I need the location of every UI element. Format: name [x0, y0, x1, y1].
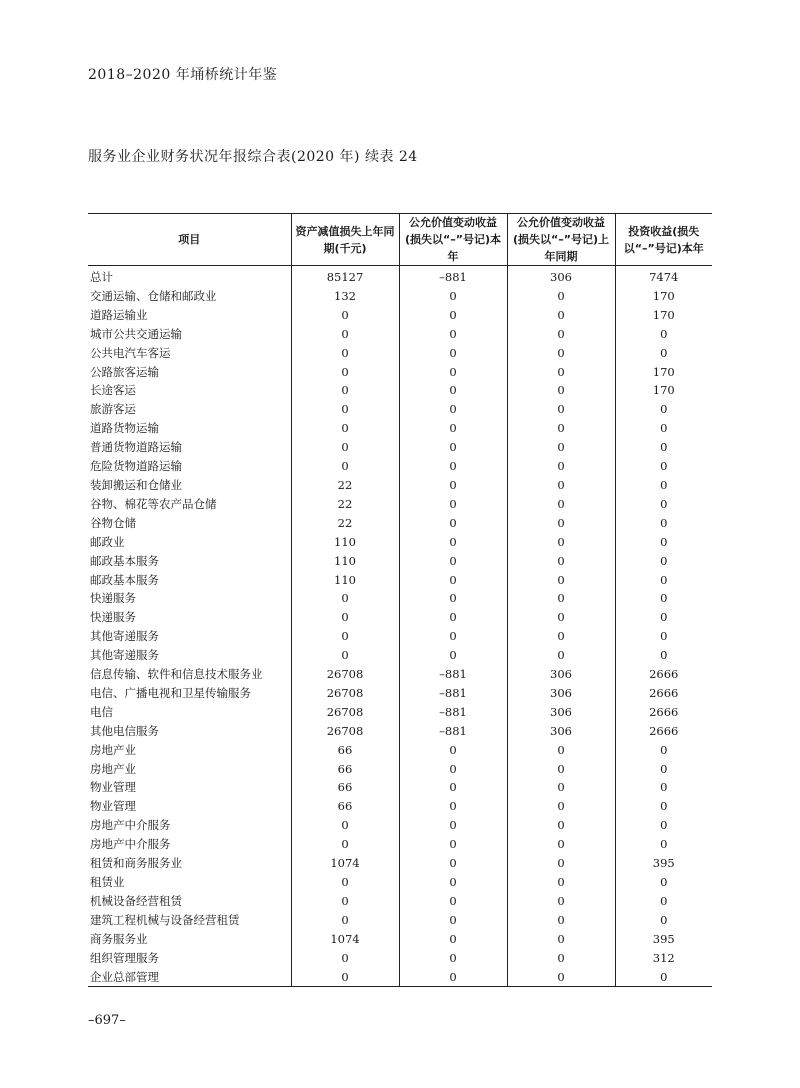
cell-fair-value-current: 0 [399, 778, 507, 797]
cell-investment-income: 0 [615, 438, 712, 457]
cell-investment-income: 0 [615, 646, 712, 665]
cell-fair-value-current: 0 [399, 892, 507, 911]
row-label: 机械设备经营租赁 [90, 893, 182, 908]
cell-investment-income: 170 [615, 287, 712, 306]
table-row [88, 835, 712, 854]
cell-fair-value-prev: 0 [507, 533, 615, 552]
table-row [88, 703, 712, 722]
cell-impairment-prev: 0 [291, 419, 399, 438]
cell-impairment-prev: 26708 [291, 703, 399, 722]
table-row [88, 854, 712, 873]
cell-fair-value-prev: 306 [507, 703, 615, 722]
row-label: 建筑工程机械与设备经营租赁 [90, 912, 240, 927]
cell-fair-value-current: –881 [399, 665, 507, 684]
row-label: 谷物、棉花等农产品仓储 [90, 496, 217, 511]
cell-investment-income: 0 [615, 589, 712, 608]
cell-investment-income: 0 [615, 495, 712, 514]
table-row [88, 873, 712, 892]
cell-fair-value-current: 0 [399, 381, 507, 400]
cell-impairment-prev: 85127 [291, 266, 399, 287]
row-label: 城市公共交通运输 [90, 326, 182, 341]
header-fair-value-change-prev: 公允价值变动收益(损失以“–”号记)上年同期 [507, 214, 615, 266]
cell-fair-value-prev: 306 [507, 684, 615, 703]
cell-investment-income: 0 [615, 797, 712, 816]
cell-impairment-prev: 0 [291, 835, 399, 854]
cell-investment-income: 0 [615, 457, 712, 476]
header-fair-value-change-current: 公允价值变动收益(损失以“–”号记)本年 [399, 214, 507, 266]
table-row [88, 381, 712, 400]
cell-investment-income: 0 [615, 476, 712, 495]
row-label: 房地产业 [90, 742, 136, 757]
cell-fair-value-prev: 306 [507, 665, 615, 684]
table-row [88, 457, 712, 476]
table-row [88, 797, 712, 816]
cell-fair-value-current: 0 [399, 873, 507, 892]
cell-fair-value-prev: 0 [507, 457, 615, 476]
row-label: 租赁业 [90, 875, 125, 889]
cell-fair-value-prev: 0 [507, 608, 615, 627]
cell-impairment-prev: 0 [291, 344, 399, 363]
row-label: 谷物仓储 [90, 515, 136, 530]
row-label: 旅游客运 [90, 402, 136, 417]
row-label: 其他寄递服务 [90, 629, 159, 644]
table-row [88, 325, 712, 344]
cell-investment-income: 0 [615, 892, 712, 911]
cell-investment-income: 7474 [615, 266, 712, 287]
row-label: 房地产中介服务 [90, 837, 171, 852]
cell-fair-value-current: 0 [399, 949, 507, 968]
row-label: 物业管理 [90, 799, 136, 814]
cell-impairment-prev: 26708 [291, 684, 399, 703]
row-label: 商务服务业 [90, 931, 148, 946]
table-row [88, 665, 712, 684]
cell-fair-value-current: –881 [399, 703, 507, 722]
row-label: 交通运输、仓储和邮政业 [90, 288, 217, 303]
cell-fair-value-current: 0 [399, 306, 507, 325]
row-label: 邮政业 [90, 534, 125, 549]
table-row [88, 722, 712, 741]
statistics-table [88, 213, 712, 987]
cell-fair-value-prev: 0 [507, 419, 615, 438]
cell-fair-value-prev: 0 [507, 949, 615, 968]
table-row [88, 400, 712, 419]
cell-impairment-prev: 0 [291, 325, 399, 344]
cell-fair-value-prev: 0 [507, 589, 615, 608]
cell-investment-income: 0 [615, 835, 712, 854]
table-row [88, 287, 712, 306]
cell-fair-value-current: 0 [399, 476, 507, 495]
cell-impairment-prev: 22 [291, 514, 399, 533]
table-row [88, 684, 712, 703]
table-row [88, 476, 712, 495]
cell-fair-value-current: 0 [399, 968, 507, 987]
table-row [88, 816, 712, 835]
cell-impairment-prev: 0 [291, 911, 399, 930]
cell-investment-income: 0 [615, 608, 712, 627]
cell-impairment-prev: 66 [291, 778, 399, 797]
page-number: –697– [88, 1013, 126, 1028]
table-row [88, 589, 712, 608]
cell-fair-value-prev: 306 [507, 722, 615, 741]
cell-fair-value-current: 0 [399, 325, 507, 344]
cell-impairment-prev: 0 [291, 968, 399, 987]
cell-impairment-prev: 132 [291, 287, 399, 306]
table-row [88, 514, 712, 533]
cell-investment-income: 2666 [615, 665, 712, 684]
row-label: 房地产中介服务 [90, 818, 171, 833]
row-label: 邮政基本服务 [90, 572, 159, 587]
cell-investment-income: 170 [615, 381, 712, 400]
table-row [88, 438, 712, 457]
row-label: 普通货物道路运输 [90, 440, 182, 455]
cell-fair-value-prev: 0 [507, 778, 615, 797]
cell-investment-income: 395 [615, 854, 712, 873]
cell-investment-income: 0 [615, 816, 712, 835]
cell-investment-income: 0 [615, 873, 712, 892]
cell-investment-income: 0 [615, 419, 712, 438]
cell-fair-value-current: 0 [399, 287, 507, 306]
cell-impairment-prev: 0 [291, 381, 399, 400]
cell-fair-value-prev: 0 [507, 287, 615, 306]
cell-investment-income: 0 [615, 911, 712, 930]
row-label: 房地产业 [90, 761, 136, 776]
cell-fair-value-current: 0 [399, 816, 507, 835]
cell-fair-value-prev: 0 [507, 400, 615, 419]
table-row [88, 911, 712, 930]
cell-fair-value-prev: 0 [507, 552, 615, 571]
cell-fair-value-current: 0 [399, 854, 507, 873]
cell-fair-value-prev: 0 [507, 363, 615, 382]
cell-fair-value-current: –881 [399, 266, 507, 287]
cell-investment-income: 0 [615, 571, 712, 590]
cell-investment-income: 170 [615, 306, 712, 325]
cell-impairment-prev: 0 [291, 400, 399, 419]
cell-fair-value-prev: 0 [507, 627, 615, 646]
row-label: 电信、广播电视和卫星传输服务 [90, 685, 251, 700]
cell-fair-value-prev: 0 [507, 476, 615, 495]
row-label: 快递服务 [90, 610, 136, 625]
cell-impairment-prev: 0 [291, 646, 399, 665]
cell-impairment-prev: 0 [291, 873, 399, 892]
table-row [88, 266, 712, 287]
cell-fair-value-current: 0 [399, 760, 507, 779]
cell-fair-value-prev: 306 [507, 266, 615, 287]
cell-investment-income: 0 [615, 760, 712, 779]
cell-investment-income: 312 [615, 949, 712, 968]
cell-investment-income: 170 [615, 363, 712, 382]
cell-fair-value-prev: 0 [507, 892, 615, 911]
row-label: 快递服务 [90, 591, 136, 606]
row-label: 其他电信服务 [90, 723, 159, 738]
cell-fair-value-prev: 0 [507, 571, 615, 590]
cell-fair-value-current: 0 [399, 911, 507, 930]
cell-investment-income: 0 [615, 325, 712, 344]
cell-investment-income: 0 [615, 400, 712, 419]
row-label: 公路旅客运输 [90, 364, 159, 379]
cell-fair-value-prev: 0 [507, 381, 615, 400]
row-label: 装卸搬运和仓储业 [90, 477, 182, 492]
table-row [88, 930, 712, 949]
cell-investment-income: 0 [615, 968, 712, 987]
cell-fair-value-current: –881 [399, 684, 507, 703]
cell-impairment-prev: 22 [291, 476, 399, 495]
cell-fair-value-current: 0 [399, 514, 507, 533]
cell-impairment-prev: 66 [291, 741, 399, 760]
row-label: 总计 [90, 270, 113, 284]
table-row [88, 533, 712, 552]
cell-fair-value-current: 0 [399, 419, 507, 438]
cell-impairment-prev: 1074 [291, 930, 399, 949]
row-label: 信息传输、软件和信息技术服务业 [90, 667, 263, 682]
cell-impairment-prev: 66 [291, 760, 399, 779]
table-row [88, 778, 712, 797]
table-row [88, 608, 712, 627]
cell-fair-value-current: 0 [399, 363, 507, 382]
table-row [88, 646, 712, 665]
row-label: 租赁和商务服务业 [90, 856, 182, 871]
cell-impairment-prev: 110 [291, 533, 399, 552]
cell-impairment-prev: 26708 [291, 722, 399, 741]
cell-investment-income: 0 [615, 627, 712, 646]
cell-fair-value-prev: 0 [507, 344, 615, 363]
header-investment-income-current: 投资收益(损失以“–”号记)本年 [615, 214, 712, 266]
cell-investment-income: 395 [615, 930, 712, 949]
cell-investment-income: 0 [615, 514, 712, 533]
cell-investment-income: 2666 [615, 684, 712, 703]
table-row [88, 495, 712, 514]
cell-fair-value-prev: 0 [507, 438, 615, 457]
cell-impairment-prev: 0 [291, 306, 399, 325]
table-row [88, 949, 712, 968]
cell-fair-value-current: 0 [399, 930, 507, 949]
row-label: 物业管理 [90, 780, 136, 795]
table-row [88, 419, 712, 438]
cell-fair-value-prev: 0 [507, 854, 615, 873]
row-label: 公共电汽车客运 [90, 345, 171, 360]
row-label: 组织管理服务 [90, 950, 159, 965]
cell-impairment-prev: 26708 [291, 665, 399, 684]
cell-fair-value-prev: 0 [507, 514, 615, 533]
row-label: 道路货物运输 [90, 421, 159, 436]
cell-fair-value-current: 0 [399, 835, 507, 854]
cell-fair-value-prev: 0 [507, 911, 615, 930]
row-label: 企业总部管理 [88, 968, 291, 987]
cell-fair-value-prev: 0 [507, 760, 615, 779]
cell-fair-value-prev: 0 [507, 741, 615, 760]
cell-fair-value-prev: 0 [507, 968, 615, 987]
cell-impairment-prev: 0 [291, 363, 399, 382]
cell-fair-value-current: 0 [399, 797, 507, 816]
cell-impairment-prev: 0 [291, 589, 399, 608]
cell-fair-value-current: –881 [399, 722, 507, 741]
row-label: 电信 [90, 704, 113, 719]
cell-investment-income: 0 [615, 552, 712, 571]
cell-fair-value-current: 0 [399, 646, 507, 665]
row-label: 邮政基本服务 [90, 553, 159, 568]
cell-impairment-prev: 0 [291, 457, 399, 476]
row-label: 长途客运 [90, 383, 136, 398]
cell-investment-income: 2666 [615, 703, 712, 722]
cell-impairment-prev: 0 [291, 627, 399, 646]
cell-impairment-prev: 66 [291, 797, 399, 816]
table-body [88, 266, 712, 987]
table-row [88, 363, 712, 382]
statistics-table-container [88, 213, 712, 987]
cell-fair-value-current: 0 [399, 741, 507, 760]
header-impairment-loss-prev-year: 资产减值损失上年同期(千元) [291, 214, 399, 266]
cell-fair-value-current: 0 [399, 552, 507, 571]
row-label: 危险货物道路运输 [90, 459, 182, 474]
cell-investment-income: 0 [615, 533, 712, 552]
table-header [88, 214, 712, 266]
cell-fair-value-prev: 0 [507, 797, 615, 816]
cell-fair-value-current: 0 [399, 571, 507, 590]
table-row [88, 968, 712, 987]
cell-fair-value-current: 0 [399, 627, 507, 646]
table-row [88, 552, 712, 571]
cell-impairment-prev: 22 [291, 495, 399, 514]
table-row [88, 741, 712, 760]
cell-fair-value-current: 0 [399, 589, 507, 608]
cell-fair-value-prev: 0 [507, 835, 615, 854]
table-caption: 服务业企业财务状况年报综合表(2020 年) 续表 24 [88, 149, 418, 165]
cell-impairment-prev: 0 [291, 816, 399, 835]
cell-investment-income: 0 [615, 344, 712, 363]
cell-impairment-prev: 0 [291, 438, 399, 457]
cell-impairment-prev: 0 [291, 949, 399, 968]
cell-fair-value-prev: 0 [507, 816, 615, 835]
cell-investment-income: 2666 [615, 722, 712, 741]
cell-fair-value-prev: 0 [507, 646, 615, 665]
cell-fair-value-current: 0 [399, 495, 507, 514]
table-row [88, 892, 712, 911]
running-header: 2018–2020 年埇桥统计年鉴 [88, 67, 278, 83]
cell-fair-value-current: 0 [399, 344, 507, 363]
cell-investment-income: 0 [615, 778, 712, 797]
cell-investment-income: 0 [615, 741, 712, 760]
table-row [88, 627, 712, 646]
table-row [88, 571, 712, 590]
cell-fair-value-current: 0 [399, 457, 507, 476]
cell-fair-value-current: 0 [399, 608, 507, 627]
cell-impairment-prev: 1074 [291, 854, 399, 873]
cell-impairment-prev: 110 [291, 571, 399, 590]
cell-fair-value-prev: 0 [507, 306, 615, 325]
row-label: 其他寄递服务 [90, 648, 159, 663]
row-label: 道路运输业 [90, 307, 148, 322]
cell-fair-value-prev: 0 [507, 930, 615, 949]
header-item: 项目 [88, 214, 291, 266]
cell-fair-value-current: 0 [399, 533, 507, 552]
table-row [88, 344, 712, 363]
cell-fair-value-prev: 0 [507, 873, 615, 892]
table-row [88, 306, 712, 325]
cell-fair-value-prev: 0 [507, 495, 615, 514]
table-row [88, 760, 712, 779]
header-row [88, 214, 712, 266]
cell-impairment-prev: 110 [291, 552, 399, 571]
cell-fair-value-prev: 0 [507, 325, 615, 344]
cell-fair-value-current: 0 [399, 400, 507, 419]
cell-impairment-prev: 0 [291, 608, 399, 627]
cell-fair-value-current: 0 [399, 438, 507, 457]
cell-impairment-prev: 0 [291, 892, 399, 911]
